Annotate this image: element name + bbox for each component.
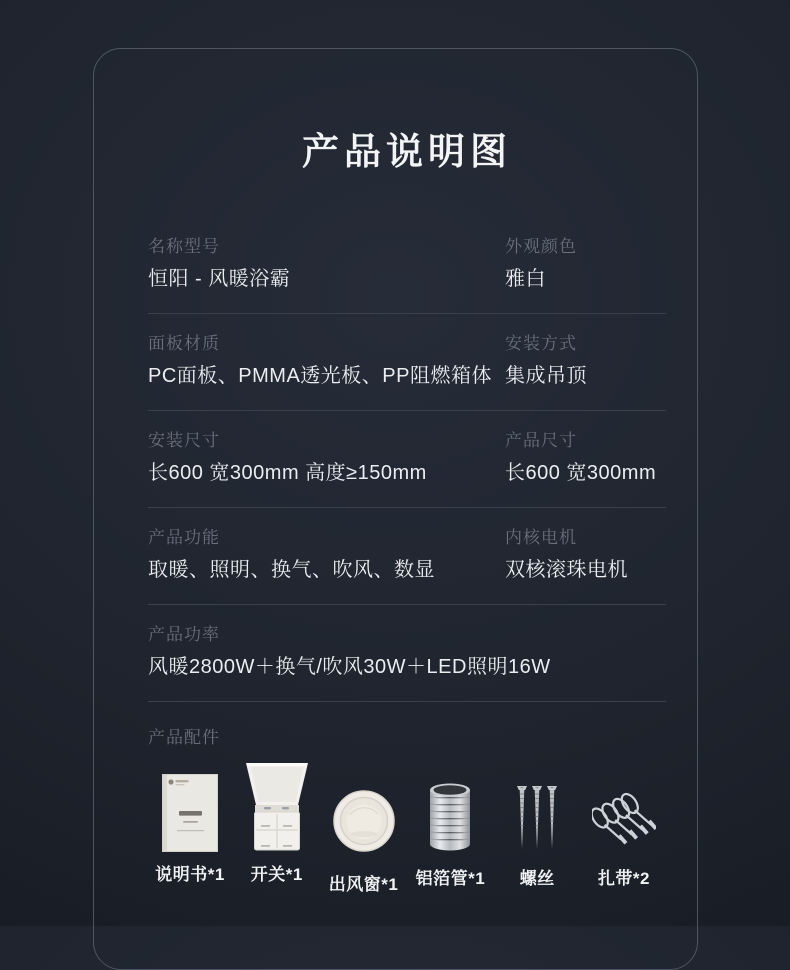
accessories-section xyxy=(148,702,666,895)
accessory-label-air-outlet: 出风窗*1 xyxy=(328,875,399,894)
spec-row-size xyxy=(148,411,666,508)
spec-cell-panel-material xyxy=(148,332,505,391)
spec-value-install-method: 集成吊顶 xyxy=(505,365,587,387)
spec-row-power xyxy=(148,605,666,702)
spec-label-appearance-color: 外观颜色 xyxy=(505,237,577,256)
spec-label-install-method: 安装方式 xyxy=(505,334,577,353)
spec-value-product-size: 长600 宽300mm xyxy=(505,462,657,484)
spec-card-content xyxy=(148,48,666,895)
spec-cell-appearance-color xyxy=(505,235,666,294)
spec-value-core-motor: 双核滚珠电机 xyxy=(505,559,628,581)
accessory-label-manual: 说明书*1 xyxy=(155,865,225,884)
spec-cell-product-size xyxy=(505,429,666,488)
foil-duct-icon xyxy=(427,762,473,856)
spec-row-model xyxy=(148,217,666,314)
page-title: 产品说明图 xyxy=(302,131,512,172)
spec-label-install-size: 安装尺寸 xyxy=(148,431,220,450)
spec-label-model-name: 名称型号 xyxy=(148,237,220,256)
wall-switch-icon xyxy=(245,762,309,852)
accessory-item-manual xyxy=(148,762,232,895)
spec-label-core-motor: 内核电机 xyxy=(505,528,577,547)
accessory-label-switch: 开关*1 xyxy=(250,865,303,884)
spec-cell-product-power xyxy=(148,623,666,682)
accessories-section-label: 产品配件 xyxy=(148,728,220,747)
spec-label-product-functions: 产品功能 xyxy=(148,528,220,547)
accessory-item-foil-duct xyxy=(408,762,492,895)
accessory-label-foil-duct: 铝箔管*1 xyxy=(415,869,486,888)
spec-value-product-power: 风暖2800W＋换气/吹风30W＋LED照明16W xyxy=(148,656,551,678)
spec-label-panel-material: 面板材质 xyxy=(148,334,220,353)
spec-cell-model-name xyxy=(148,235,505,294)
spec-label-product-power: 产品功率 xyxy=(148,625,220,644)
spec-cell-install-size xyxy=(148,429,505,488)
accessory-item-cable-ties xyxy=(582,762,666,895)
manual-booklet-icon xyxy=(162,762,218,852)
accessory-label-screws: 螺丝 xyxy=(519,869,555,888)
spec-cell-product-functions xyxy=(148,526,505,585)
spec-value-install-size: 长600 宽300mm 高度≥150mm xyxy=(148,462,427,484)
spec-value-panel-material: PC面板、PMMA透光板、PP阻燃箱体 xyxy=(148,365,492,387)
cable-ties-icon xyxy=(592,762,656,856)
screws-icon xyxy=(515,762,559,856)
spec-row-material xyxy=(148,314,666,411)
accessory-item-switch xyxy=(235,762,319,895)
spec-row-function xyxy=(148,508,666,605)
spec-table xyxy=(148,217,666,895)
accessory-label-cable-ties: 扎带*2 xyxy=(597,869,651,888)
air-outlet-window-icon xyxy=(333,762,395,862)
spec-value-product-functions: 取暖、照明、换气、吹风、数显 xyxy=(148,559,435,581)
accessory-item-screws xyxy=(495,762,579,895)
spec-label-product-size: 产品尺寸 xyxy=(505,431,577,450)
accessories-items xyxy=(148,762,666,895)
accessory-item-air-outlet xyxy=(322,762,406,895)
spec-value-appearance-color: 雅白 xyxy=(505,268,546,290)
spec-value-model-name: 恒阳 - 风暖浴霸 xyxy=(148,268,291,290)
spec-cell-core-motor xyxy=(505,526,666,585)
spec-cell-install-method xyxy=(505,332,666,391)
